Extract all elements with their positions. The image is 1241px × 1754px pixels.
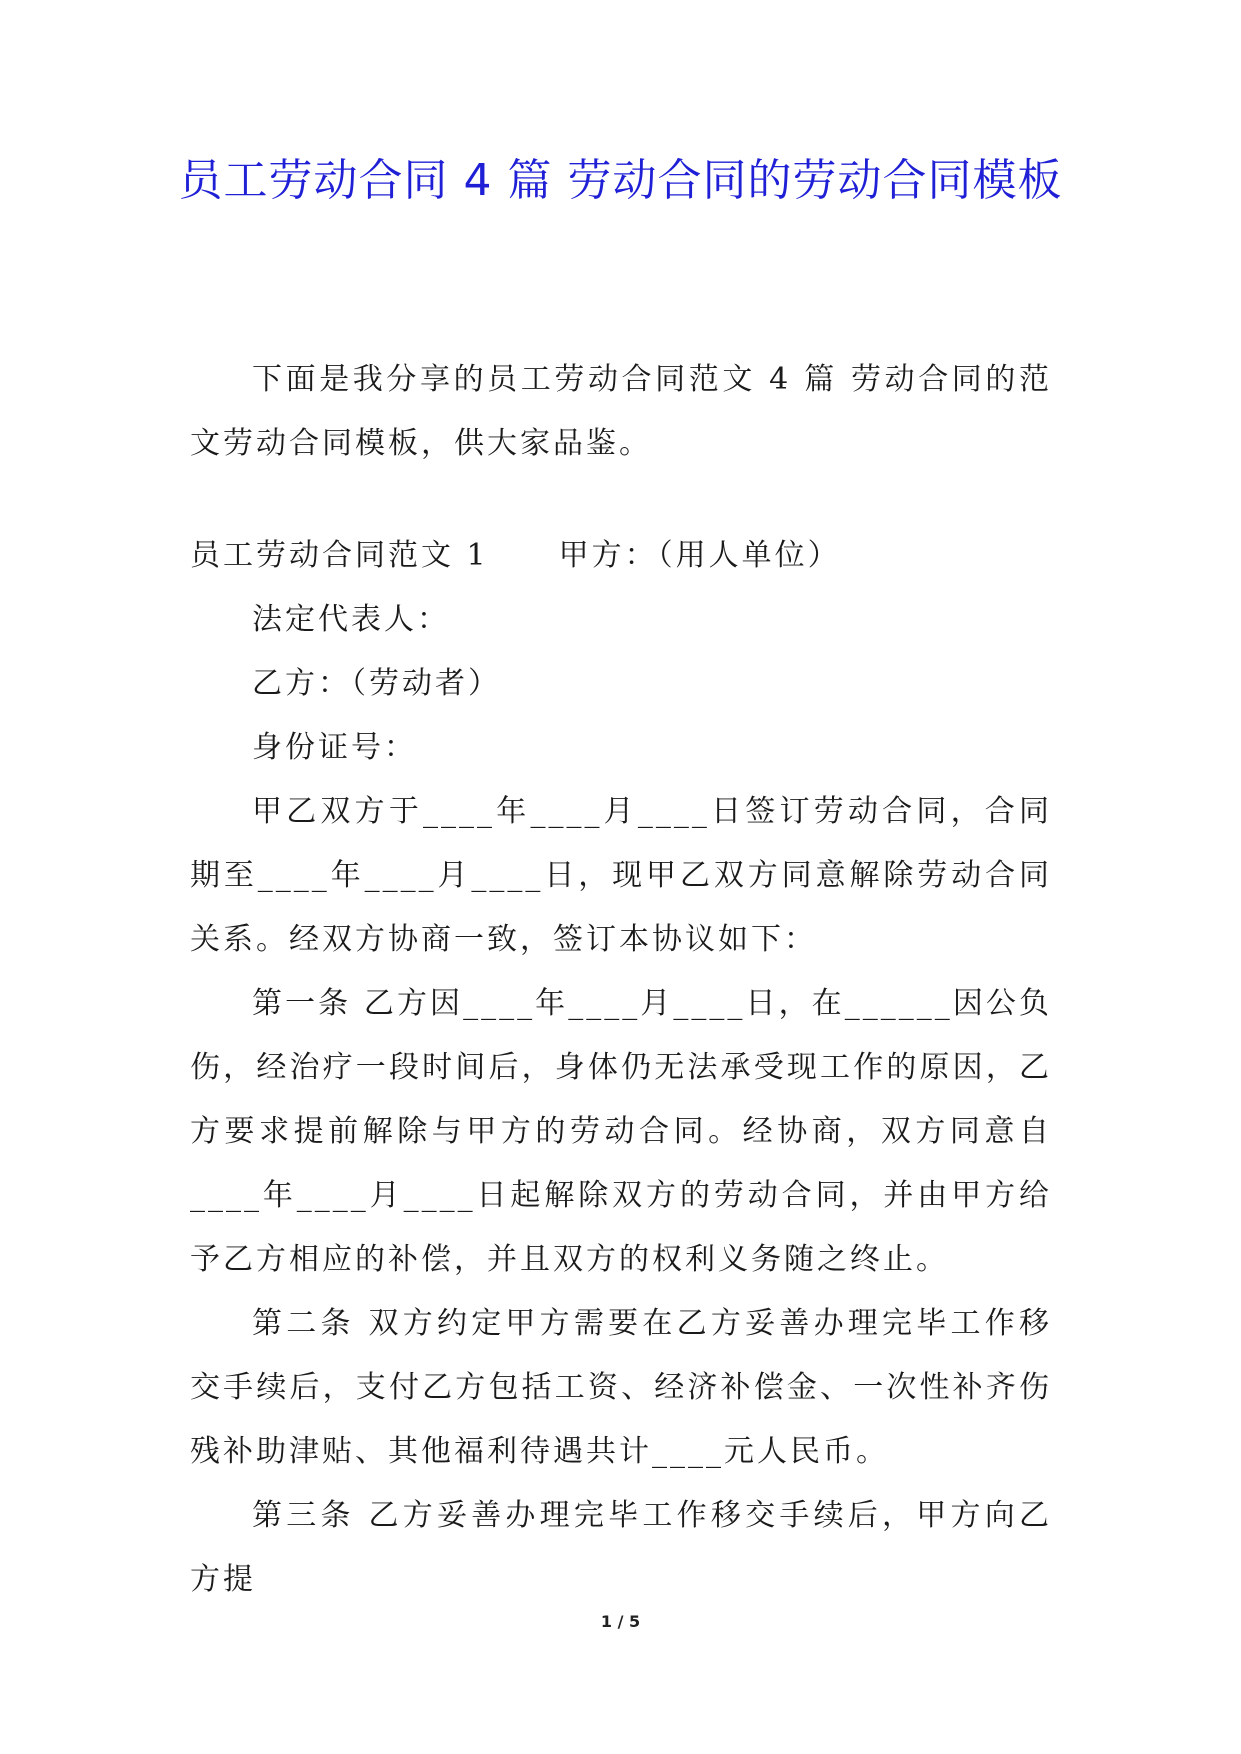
article-1: 第一条 乙方因____年____月____日，在______因公负伤，经治疗一段时间后，身体仍无法承受现工作的原因，乙方要求提前解除与甲方的劳动合同。经协商，双方同意自____年____月____日起解除双方的劳动合同，并由甲方给予乙方相应的补偿，并且双方的权利义务随之终止。 xyxy=(190,986,1052,1277)
page-number: 1 / 5 xyxy=(600,1612,641,1631)
agreement-paragraph: 甲乙双方于____年____月____日签订劳动合同，合同期至____年____月____日，现甲乙双方同意解除劳动合同关系。经双方协商一致，签订本协议如下： xyxy=(190,794,1052,957)
document-title: 员工劳动合同 4 篇 劳动合同的劳动合同模板 xyxy=(178,155,1063,206)
article-3: 第三条 乙方妥善办理完毕工作移交手续后，甲方向乙方提 xyxy=(190,1498,1052,1597)
section-heading: 员工劳动合同范文 1 xyxy=(190,538,489,573)
document-body xyxy=(190,348,1052,1612)
article-2: 第二条 双方约定甲方需要在乙方妥善办理完毕工作移交手续后，支付乙方包括工资、经济补偿金、一次性补齐伤残补助津贴、其他福利待遇共计____元人民币。 xyxy=(190,1306,1052,1469)
section-heading-line xyxy=(190,524,1052,588)
party-a-label: 甲方：（用人单位） xyxy=(558,538,841,573)
id-number-label: 身份证号： xyxy=(252,730,417,765)
intro-paragraph: 下面是我分享的员工劳动合同范文 4 篇 劳动合同的范文劳动合同模板，供大家品鉴。 xyxy=(190,362,1052,461)
legal-rep-label: 法定代表人： xyxy=(252,602,450,637)
party-b-label: 乙方：（劳动者） xyxy=(252,666,501,701)
